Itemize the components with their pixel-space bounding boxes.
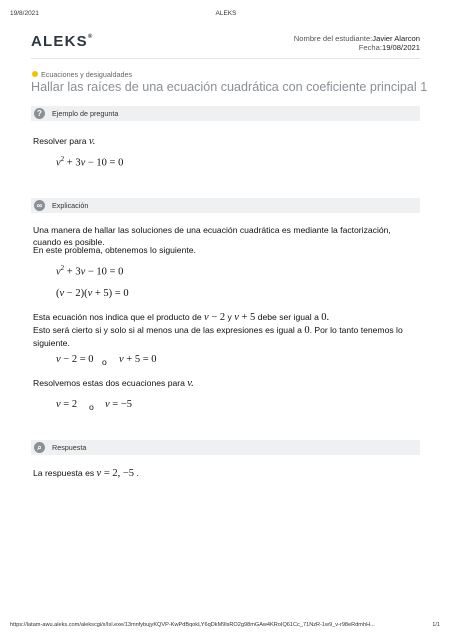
header-divider [31, 58, 420, 59]
section-label-example: Ejemplo de pregunta [52, 109, 119, 118]
example-equation: $v^2 + 3v - 10 = 0$ [56, 155, 124, 169]
print-title: ALEKS [215, 10, 237, 17]
answer-text: La respuesta es v = 2, −5 . [33, 468, 139, 479]
student-name: Javier Alarcon [372, 34, 420, 43]
explanation-step: En este problema, obtenemos lo siguiente. [33, 245, 196, 255]
explanation-solve: Resolvemos estas dos ecuaciones para v. [33, 378, 194, 389]
footer-page: 1/1 [432, 622, 440, 628]
student-info [294, 34, 420, 52]
or-label-1: o [102, 357, 107, 367]
example-prompt: Resolver para v. [33, 136, 96, 147]
section-label-answer: Respuesta [52, 443, 87, 452]
page-title: Hallar las raíces de una ecuación cuadrática con coeficiente principal 1 [31, 80, 428, 94]
section-label-explanation: Explicación [52, 201, 89, 210]
print-date: 19/8/2021 [10, 10, 39, 17]
topic-category: Ecuaciones y desigualdades [41, 70, 133, 79]
aleks-logo: ALEKS® [31, 33, 94, 50]
topic-dot-icon [32, 71, 38, 77]
date-label: Fecha: [358, 43, 382, 52]
explanation-intro: Una manera de hallar las soluciones de una ecuación cuadrática es mediante la factorización, cuando es posible. [33, 225, 391, 247]
student-name-label: Nombre del estudiante: [293, 34, 373, 43]
footer-url: https://latam-awu.aleks.com/alekscgi/x/Isl.exe/13mnfybujyKQVP-KwPdBqokLY6qDkM9lsRO2g98mGAw4KRoIQ61Cc_71NzR-1w9_v-r98eRdmhH... [10, 622, 375, 628]
equation-factored: (v − 2)(v + 5) = 0 [56, 288, 129, 299]
section-bar-explanation [31, 198, 420, 213]
explanation-zero-product: Esto será cierto si y solo si al menos una de las expresiones es igual a 0. Por lo tanto tenemos lo siguiente. [33, 325, 403, 348]
section-bar-answer [31, 440, 420, 455]
solution-1: v = 2 [56, 399, 78, 410]
equation-case-2: v + 5 = 0 [119, 354, 157, 365]
equation-case-1: v − 2 = 0 [56, 354, 94, 365]
or-label-2: o [89, 402, 94, 412]
explanation-product: Esta ecuación nos indica que el producto de v − 2 y v + 5 debe ser igual a 0. [33, 312, 330, 323]
answer-icon: ⌕ [34, 442, 45, 453]
question-icon: ? [34, 108, 45, 119]
solution-2: v = −5 [105, 399, 133, 410]
date-value: 19/08/2021 [381, 43, 420, 52]
section-bar-example [31, 106, 420, 121]
infinity-icon: ∞ [34, 200, 45, 211]
equation-standard: $v^2 + 3v - 10 = 0$ [56, 264, 124, 278]
